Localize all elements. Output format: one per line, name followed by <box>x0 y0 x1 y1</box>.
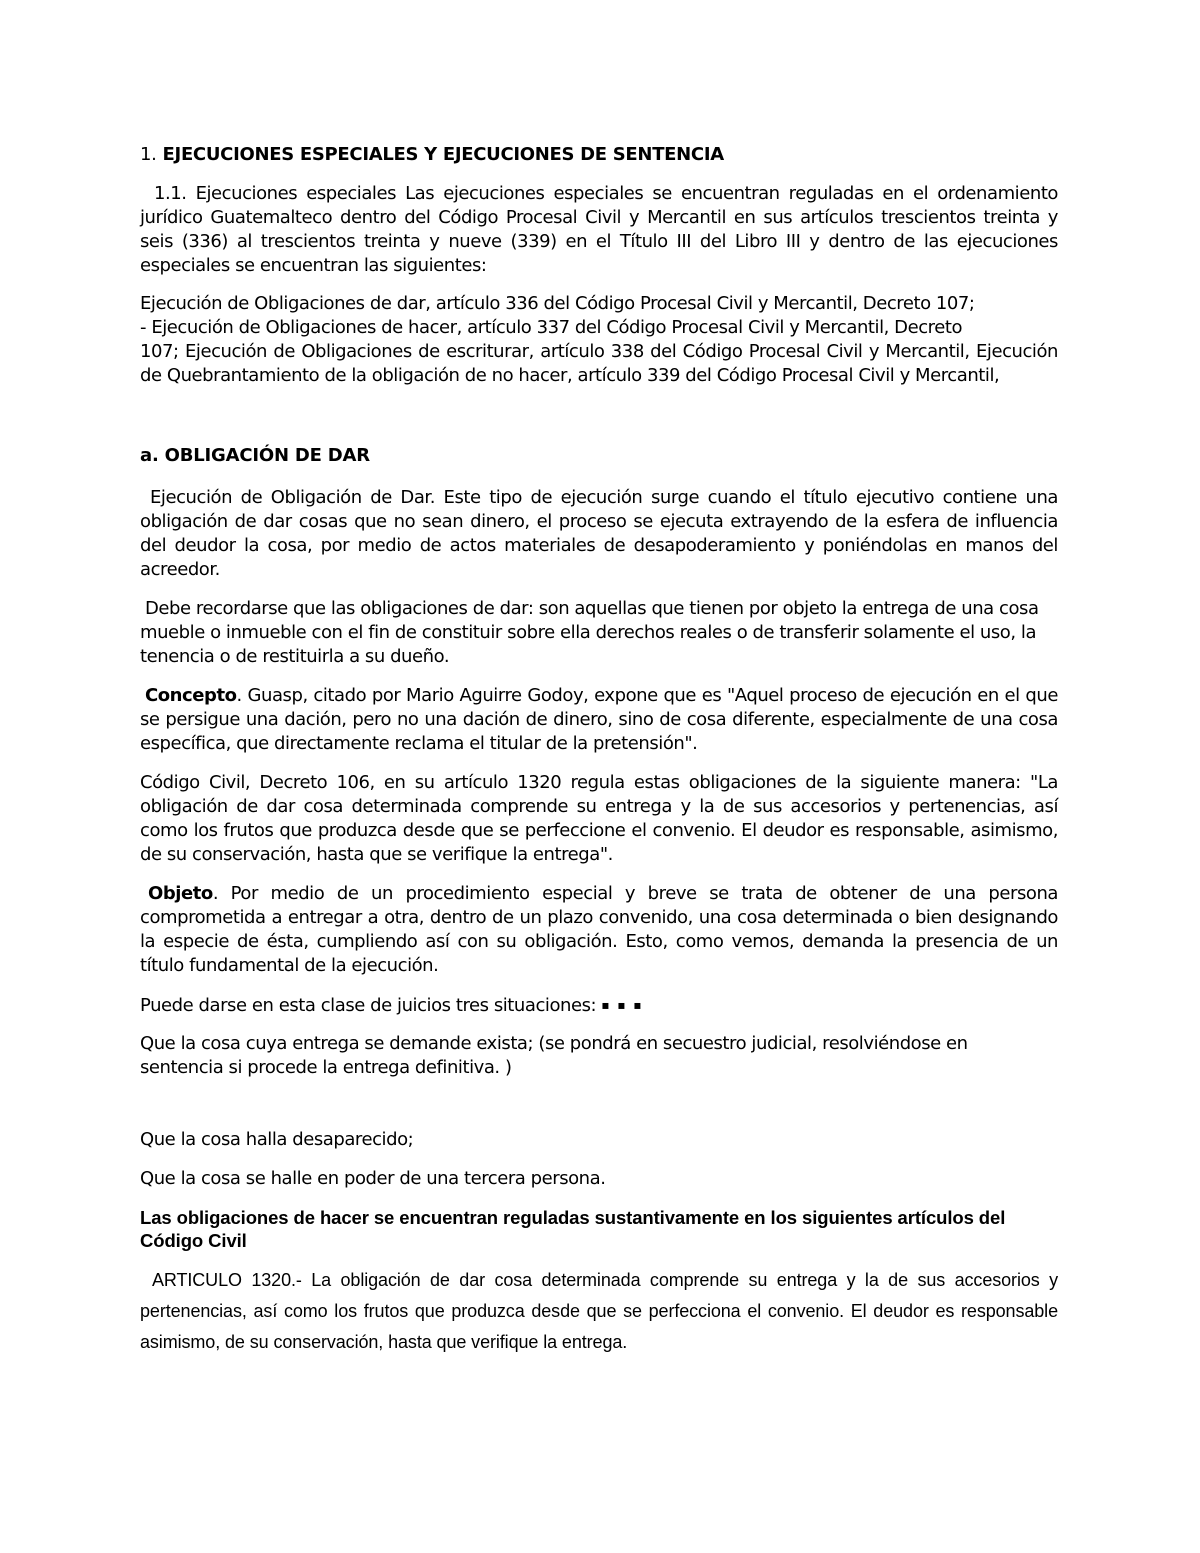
paragraph-debe-recordarse: Debe recordarse que las obligaciones de dar: son aquellas que tienen por objeto la entrega de una cosa mueble o inmueble con el fin de constituir sobre ella derechos reales o de transferir solamente el uso, la tenencia o de restituirla a su dueño. <box>140 598 1039 667</box>
section-heading <box>140 143 1058 167</box>
list-line-obligaciones-dar: Ejecución de Obligaciones de dar, artículo 336 del Código Procesal Civil y Mercantil, Decreto 107; <box>140 293 975 314</box>
bullet-markers: ▪ ▪ ▪ <box>601 998 644 1012</box>
objeto-label: Objeto <box>148 883 213 904</box>
paragraph-codigo-civil: Código Civil, Decreto 106, en su artículo 1320 regula estas obligaciones de la siguiente manera: "La obligación de dar cosa determinada comprende su entrega y la de sus accesorios y pertenencias, así como los frutos que produzca desde que se perfeccione el convenio. El deudor es responsable, asimismo, de su conservación, hasta que se verifique la entrega". <box>140 772 1058 865</box>
situacion-3: Que la cosa se halle en poder de una tercera persona. <box>140 1168 606 1189</box>
concepto-label: Concepto <box>145 685 237 706</box>
paragraph-articulo-1320 <box>140 1265 1058 1358</box>
paragraph-objeto <box>140 882 1058 978</box>
section-title: EJECUCIONES ESPECIALES Y EJECUCIONES DE SENTENCIA <box>162 144 724 165</box>
paragraph-ejecucion-dar: Ejecución de Obligación de Dar. Este tipo de ejecución surge cuando el título ejecutivo contiene una obligación de dar cosas que no sean dinero, el proceso se ejecuta extrayendo de la esfera de influencia del deudor la cosa, por medio de actos materiales de desapoderamiento y poniéndolas en manos del acreedor. <box>140 487 1058 580</box>
list-line-obligaciones-hacer: - Ejecución de Obligaciones de hacer, artículo 337 del Código Procesal Civil y Mercantil, Decreto <box>140 317 963 338</box>
objeto-text: . Por medio de un procedimiento especial y breve se trata de obtener de una persona comprometida a entregar a otra, dentro de un plazo convenido, una cosa determinada o bien designando la especie de ésta, cumpliendo así con su obligación. Esto, como vemos, demanda la presencia de un título fundamental de la ejecución. <box>140 883 1058 976</box>
articulo-text: La obligación de dar cosa determinada comprende su entrega y la de sus accesorios y pertenencias, así como los frutos que produzca desde que se perfecciona el convenio. El deudor es responsable asimismo, de su conservación, hasta que verifique la entrega. <box>140 1270 1058 1352</box>
situacion-1-line-2: sentencia si procede la entrega definitiva. ) <box>140 1057 512 1078</box>
subsection-heading: a. OBLIGACIÓN DE DAR <box>140 445 370 466</box>
section-number: 1. <box>140 144 157 165</box>
document-body <box>140 138 1058 1358</box>
paragraph-situaciones <box>140 993 1058 1018</box>
paragraph-concepto <box>140 684 1058 756</box>
list-line-obligaciones-escriturar: 107; Ejecución de Obligaciones de escriturar, artículo 338 del Código Procesal Civil y Mercantil, Ejecución de Quebrantamiento de la obligación de no hacer, artículo 339 del Código Procesal Civil y Mercantil, <box>140 341 1058 386</box>
articulo-label: ARTICULO 1320.- <box>152 1270 302 1290</box>
heading-obligaciones-hacer: Las obligaciones de hacer se encuentran reguladas sustantivamente en los siguientes artículos del Código Civil <box>140 1207 1006 1251</box>
situacion-2: Que la cosa halla desaparecido; <box>140 1129 414 1150</box>
situacion-1-line-1: Que la cosa cuya entrega se demande exista; (se pondrá en secuestro judicial, resolviéndose en <box>140 1033 968 1054</box>
situaciones-text: Puede darse en esta clase de juicios tres situaciones: <box>140 995 597 1016</box>
concepto-text: . Guasp, citado por Mario Aguirre Godoy, expone que es "Aquel proceso de ejecución en el que se persigue una dación, pero no una dación de dinero, sino de cosa diferente, especialmente de una cosa específica, que directamente reclama el titular de la pretensión". <box>140 685 1058 754</box>
intro-paragraph: 1.1. Ejecuciones especiales Las ejecuciones especiales se encuentran reguladas en el ordenamiento jurídico Guatemalteco dentro del Código Procesal Civil y Mercantil en sus artículos trescientos treinta y seis (336) al trescientos treinta y nueve (339) en el Título III del Libro III y dentro de las ejecuciones especiales se encuentran las siguientes: <box>140 183 1058 276</box>
